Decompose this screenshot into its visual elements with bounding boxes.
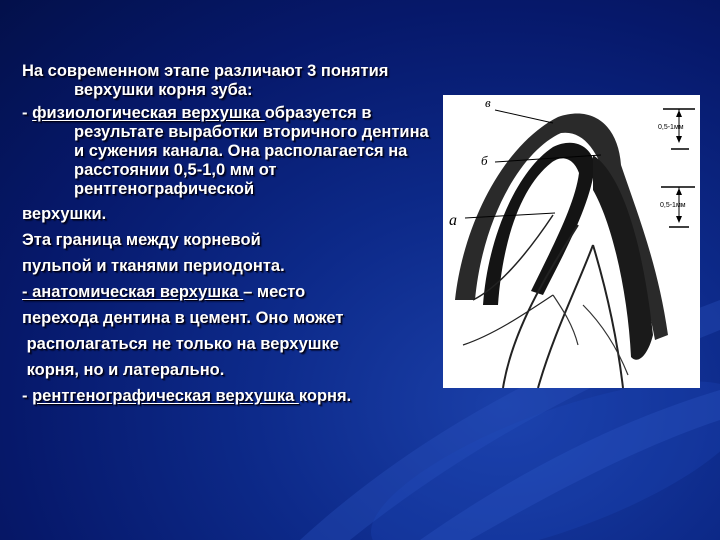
radiographic-apex-text: корня. (298, 387, 352, 405)
radiographic-apex-term: рентгенографическая верхушка (32, 387, 299, 405)
dash: - (22, 387, 33, 405)
physiological-apex-term: физиологическая верхушка (32, 104, 265, 122)
line-transition: перехода дентина в цемент. Оно может (22, 309, 344, 327)
dash: - (22, 104, 33, 122)
physiological-apex-paragraph (22, 104, 442, 199)
slide-text (22, 62, 442, 406)
label-a: а (449, 212, 457, 229)
label-b: б (481, 153, 488, 168)
line-lateral: корня, но и латерально. (22, 361, 225, 379)
label-v: в (485, 95, 491, 110)
root-apex-diagram (443, 95, 700, 388)
intro-text: На современном этапе различают 3 понятия верхушки корня зуба: (22, 62, 389, 99)
anatomical-apex-text: – место (243, 283, 306, 301)
line-boundary: Эта граница между корневой (22, 231, 261, 249)
intro-paragraph (22, 62, 442, 100)
dim-top-label: 0,5-1мм (658, 124, 684, 131)
line-pulp: пульпой и тканями периодонта. (22, 257, 285, 275)
anatomical-apex-paragraph (22, 283, 442, 302)
line-location: располагаться не только на верхушке (22, 335, 339, 353)
line-apex-end: верхушки. (22, 205, 107, 223)
root-apex-drawing (443, 95, 700, 388)
radiographic-apex-paragraph (22, 387, 442, 406)
dim-bottom-label: 0,5-1мм (660, 202, 686, 209)
physiological-apex-text: образуется в результате выработки вторичного дентина и сужения канала. Она располагается на расстоянии 0,5-1,0 мм от рентгенографической (74, 104, 429, 198)
anatomical-apex-term: - анатомическая верхушка (22, 283, 244, 301)
